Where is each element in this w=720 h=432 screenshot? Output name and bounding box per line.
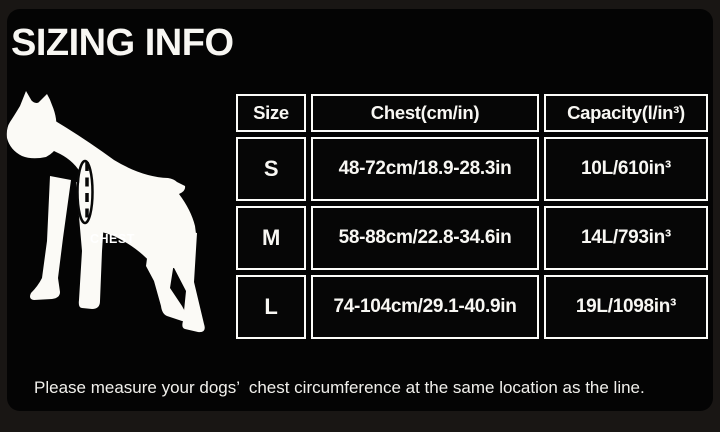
row-s-size: S <box>236 137 306 201</box>
header-size: Size <box>236 94 306 132</box>
header-capacity: Capacity(l/in³) <box>544 94 708 132</box>
page-title: SIZING INFO <box>11 22 234 64</box>
row-m-size: M <box>236 206 306 270</box>
row-m-chest: 58-88cm/22.8-34.6in <box>311 206 539 270</box>
row-s-capacity: 10L/610in³ <box>544 137 708 201</box>
row-s-chest: 48-72cm/18.9-28.3in <box>311 137 539 201</box>
row-l-size: L <box>236 275 306 339</box>
row-l-chest: 74-104cm/29.1-40.9in <box>311 275 539 339</box>
dog-silhouette <box>2 86 220 344</box>
row-l-capacity: 19L/1098in³ <box>544 275 708 339</box>
sizing-table <box>236 94 708 339</box>
header-chest: Chest(cm/in) <box>311 94 539 132</box>
row-m-capacity: 14L/793in³ <box>544 206 708 270</box>
dog-measurement-diagram <box>2 86 220 344</box>
dog-front-leg-far <box>30 176 71 300</box>
chest-label: CHEST <box>90 232 135 246</box>
measurement-note: Please measure your dogs’ chest circumference at the same location as the line. <box>34 378 645 397</box>
